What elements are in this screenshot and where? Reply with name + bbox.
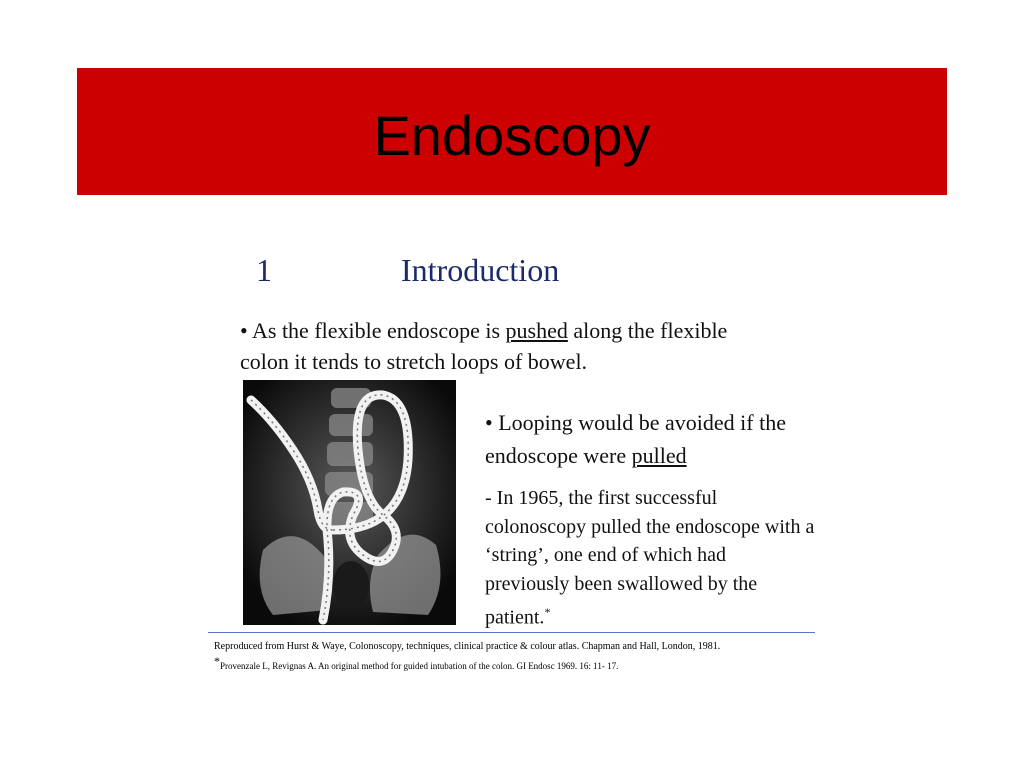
reference-2 — [214, 654, 814, 673]
para3-text: - In 1965, the first successful colonoscopy pulled the endoscope with a ‘string’, one end of which had previously been swallowed by the patient. — [485, 487, 815, 629]
section-title: Introduction — [401, 252, 560, 288]
reference-2-marker: * — [214, 654, 220, 668]
reference-1: Reproduced from Hurst & Waye, Colonoscopy, techniques, clinical practice & colour atlas. Chapman and Hall, London, 1981. — [214, 641, 721, 652]
slide-title: Endoscopy — [373, 104, 651, 167]
footnote-marker: * — [544, 605, 551, 619]
pulled-word: pulled — [631, 443, 687, 468]
para1-text-pre: • As the flexible endoscope is — [240, 318, 506, 343]
title-bar — [77, 68, 947, 195]
reference-2-text: Provenzale L, Revignas A. An original method for guided intubation of the colon. GI Endosc 1969. 16: 11- 17. — [220, 661, 619, 671]
intro-paragraph — [240, 315, 760, 377]
xray-colonoscope-loop-image — [243, 380, 456, 625]
para2-text-pre: • Looping would be avoided if the endoscope were — [485, 410, 786, 468]
xray-illustration — [243, 380, 456, 625]
history-paragraph — [485, 484, 815, 632]
section-number: 1 — [256, 252, 272, 288]
looping-paragraph — [485, 406, 815, 472]
para1-text-post: along the flexible colon it tends to stretch loops of bowel. — [240, 318, 728, 374]
reference-divider — [208, 632, 815, 633]
pushed-word: pushed — [505, 318, 568, 343]
